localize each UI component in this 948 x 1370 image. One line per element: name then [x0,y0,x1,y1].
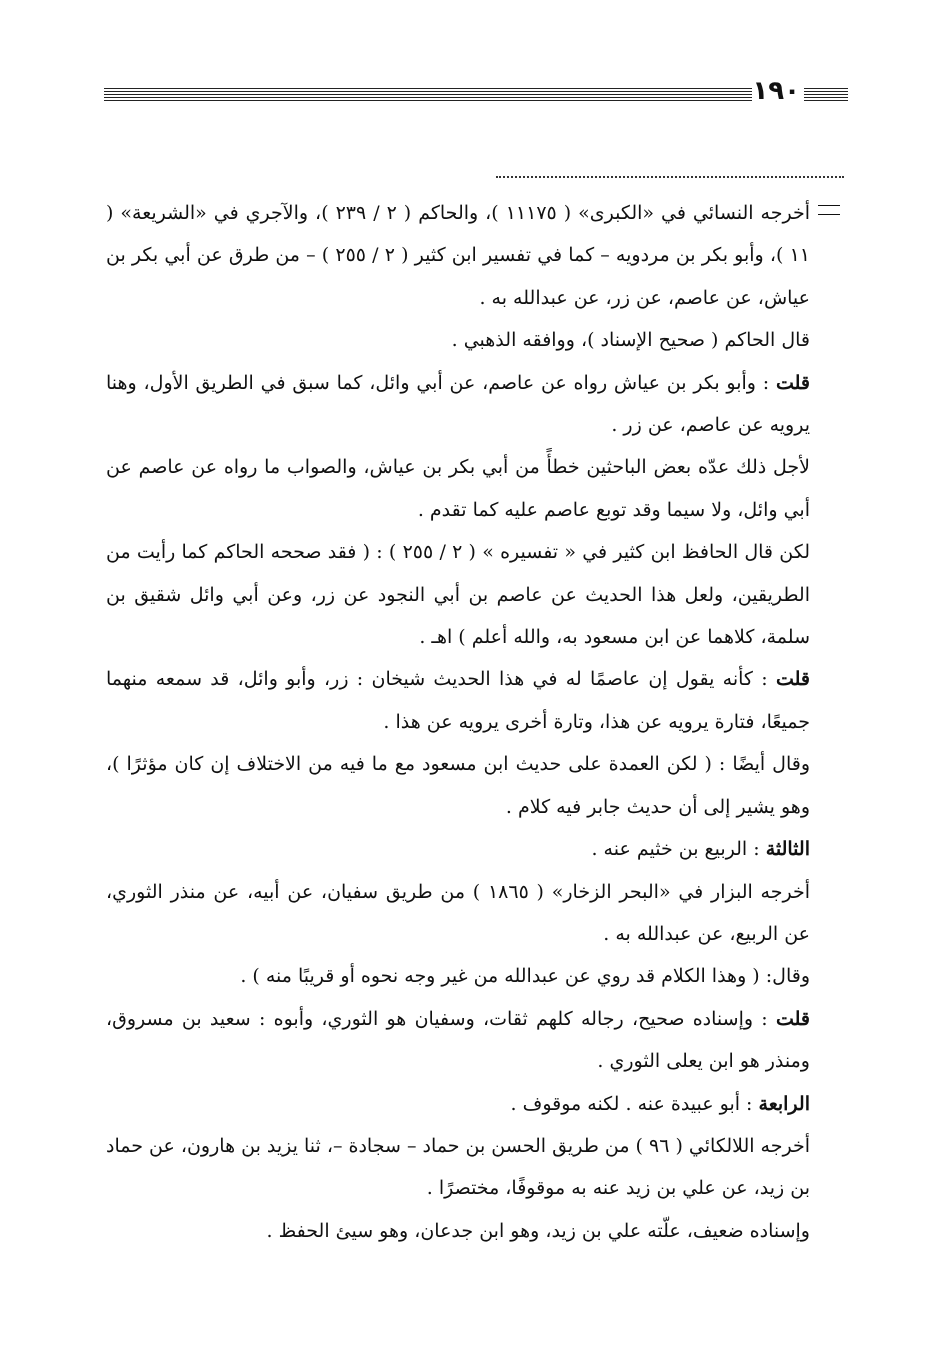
paragraph: أخرجه البزار في «البحر الزخار» ( ١٨٦٥ ) من طريق سفيان، عن أبيه، عن منذر الثوري، عن الربيع، عن عبدالله به . [106,880,810,945]
lead-term: قلت [775,1007,810,1030]
page-number: ١٩٠ [752,76,800,106]
footnote-separator [496,176,844,178]
paragraph: قال الحاكم ( صحيح الإسناد )، ووافقه الذهبي . [451,329,810,352]
paragraph: قلت : كأنه يقول إن عاصمًا له في هذا الحديث شيخان : زر، وأبو وائل، قد سمعه منهما جميعًا، فتارة يرويه عن هذا، وتارة أخرى يرويه عن هذا . [106,668,810,733]
paragraph: لكن قال الحافظ ابن كثير في « تفسيره » ( ٢ / ٢٥٥ ) : ( فقد صححه الحاكم كما رأيت من الطريقين، ولعل هذا الحديث عن عاصم بن أبي النجود عن زر، وعن أبي وائل شقيق بن سلمة، كلاهما عن ابن مسعود به، والله أعلم ) اهـ . [106,541,810,649]
paragraph: لأجل ذلك عدّه بعض الباحثين خطأً من أبي بكر بن عياش، والصواب ما رواه عن عاصم عن أبي وائل، ولا سيما وقد توبع عاصم عليه كما تقدم . [106,456,810,521]
page-header [104,76,848,114]
lead-term: قلت [775,371,810,394]
lead-term: الرابعة [758,1092,810,1115]
header-rule-right [804,88,848,102]
paragraph: وإسناده ضعيف، علّته علي بن زيد، وهو ابن جدعان، وهو سيئ الحفظ . [266,1219,810,1242]
lead-term: الثالثة [765,838,810,861]
paragraph: أخرجه اللالكائي ( ٩٦ ) من طريق الحسن بن حماد – سجادة –، ثنا يزيد بن هارون، عن حماد بن زيد، عن علي بن زيد عنه به موقوفًا، مختصرًا . [105,1134,810,1200]
lead-term: قلت [775,668,810,691]
paragraph: الثالثة : الربيع بن خثيم عنه . [591,838,810,861]
paragraph: وقال أيضًا : ( لكن العمدة على حديث ابن مسعود مع ما فيه من الاختلاف إن كان مؤثرًا )، وهو يشير إلى أن حديث جابر فيه كلام . [106,753,810,818]
header-rule-left [104,88,752,102]
footnote-body [106,192,810,1252]
continuation-mark [818,205,840,215]
paragraph: الرابعة : أبو عبيدة عنه . لكنه موقوف . [510,1092,810,1115]
paragraph: قلت : وإسناده صحيح، رجاله كلهم ثقات، وسفيان هو الثوري، وأبوه : سعيد بن مسروق، ومنذر هو ابن يعلى الثوري . [106,1007,810,1073]
paragraph: وقال: ( وهذا الكلام قد روي عن عبدالله من غير وجه نحوه أو قريبًا منه ) . [240,965,810,988]
paragraph: قلت : وأبو بكر بن عياش رواه عن عاصم، عن أبي وائل، كما سبق في الطريق الأول، وهنا يرويه عن عاصم، عن زر . [106,371,810,437]
paragraph: أخرجه النسائي في «الكبرى» ( ١١١٧٥ )، والحاكم ( ٢ / ٢٣٩ )، والآجري في «الشريعة» ( ١١ )، وأبو بكر بن مردويه – كما في تفسير ابن كثير ( ٢ / ٢٥٥ ) – من طرق عن أبي بكر بن عياش، عن عاصم، عن زر، عن عبدالله به . [106,202,811,309]
